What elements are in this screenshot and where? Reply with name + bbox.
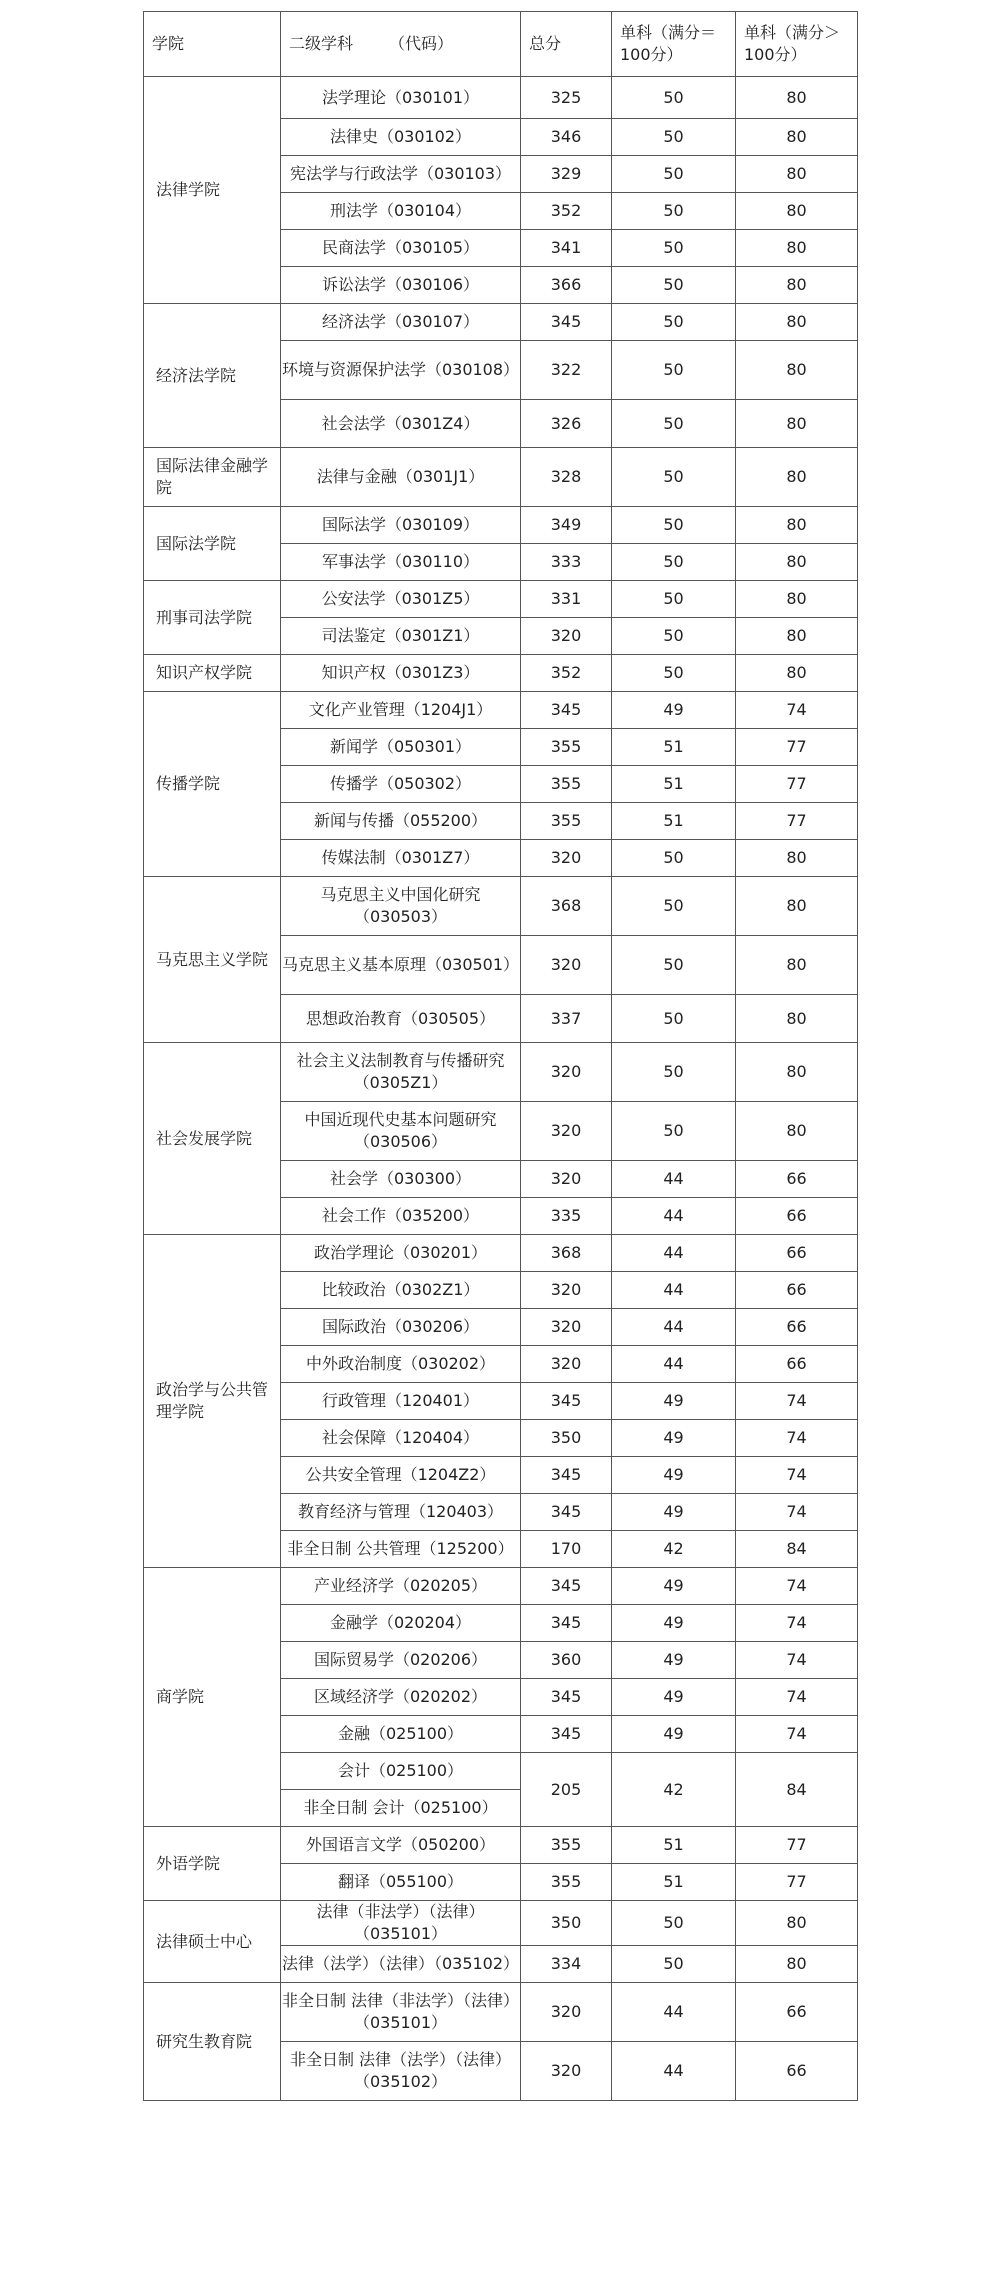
single-score-eq100: 50 <box>612 936 736 995</box>
single-score-gt100: 80 <box>736 840 858 877</box>
subject-name: 教育经济与管理（120403） <box>281 1494 521 1531</box>
single-score-gt100: 80 <box>736 1102 858 1161</box>
subject-name: 国际政治（030206） <box>281 1309 521 1346</box>
single-score-gt100: 80 <box>736 1946 858 1983</box>
college-name: 社会发展学院 <box>144 1043 281 1235</box>
subject-name: 行政管理（120401） <box>281 1383 521 1420</box>
single-score-gt100: 80 <box>736 1901 858 1946</box>
subject-name: 国际贸易学（020206） <box>281 1642 521 1679</box>
single-score-eq100: 50 <box>612 400 736 448</box>
single-score-gt100: 77 <box>736 1864 858 1901</box>
header-row <box>144 12 858 77</box>
single-score-gt100: 74 <box>736 692 858 729</box>
total-score: 320 <box>521 840 612 877</box>
single-score-gt100: 80 <box>736 936 858 995</box>
single-score-gt100: 74 <box>736 1383 858 1420</box>
total-score: 335 <box>521 1198 612 1235</box>
total-score: 368 <box>521 1235 612 1272</box>
single-score-gt100: 80 <box>736 581 858 618</box>
single-score-gt100: 84 <box>736 1531 858 1568</box>
subject-name: 法律史（030102） <box>281 119 521 156</box>
subject-name: 非全日制 会计（025100） <box>281 1790 521 1827</box>
subject-name: 社会主义法制教育与传播研究（0305Z1） <box>281 1043 521 1102</box>
subject-name: 公共安全管理（1204Z2） <box>281 1457 521 1494</box>
single-score-gt100: 80 <box>736 119 858 156</box>
single-score-eq100: 49 <box>612 692 736 729</box>
subject-name: 新闻学（050301） <box>281 729 521 766</box>
total-score: 320 <box>521 1043 612 1102</box>
single-score-eq100: 49 <box>612 1679 736 1716</box>
subject-name: 军事法学（030110） <box>281 544 521 581</box>
single-score-gt100: 80 <box>736 304 858 341</box>
single-score-eq100: 50 <box>612 1946 736 1983</box>
college-name: 马克思主义学院 <box>144 877 281 1043</box>
total-score: 320 <box>521 1102 612 1161</box>
header-total: 总分 <box>521 12 612 77</box>
single-score-gt100: 80 <box>736 507 858 544</box>
subject-name: 文化产业管理（1204J1） <box>281 692 521 729</box>
total-score: 320 <box>521 618 612 655</box>
header-code: （代码） <box>389 34 454 53</box>
subject-name: 中国近现代史基本问题研究（030506） <box>281 1102 521 1161</box>
subject-name: 公安法学（0301Z5） <box>281 581 521 618</box>
single-score-eq100: 44 <box>612 1235 736 1272</box>
total-score: 326 <box>521 400 612 448</box>
total-score: 355 <box>521 803 612 840</box>
subject-name: 新闻与传播（055200） <box>281 803 521 840</box>
single-score-gt100: 66 <box>736 1346 858 1383</box>
single-score-eq100: 44 <box>612 1309 736 1346</box>
single-score-eq100: 50 <box>612 618 736 655</box>
single-score-gt100: 80 <box>736 193 858 230</box>
table-row <box>144 448 858 507</box>
single-score-eq100: 50 <box>612 230 736 267</box>
total-score: 345 <box>521 1383 612 1420</box>
single-score-eq100: 50 <box>612 304 736 341</box>
single-score-gt100: 66 <box>736 1272 858 1309</box>
subject-name: 社会法学（0301Z4） <box>281 400 521 448</box>
table-row <box>144 581 858 618</box>
single-score-gt100: 74 <box>736 1679 858 1716</box>
subject-name: 诉讼法学（030106） <box>281 267 521 304</box>
total-score: 345 <box>521 1679 612 1716</box>
total-score: 345 <box>521 1605 612 1642</box>
subject-name: 非全日制 法律（非法学）（法律）（035101） <box>281 1983 521 2042</box>
total-score: 366 <box>521 267 612 304</box>
total-score: 360 <box>521 1642 612 1679</box>
subject-name: 金融学（020204） <box>281 1605 521 1642</box>
single-score-eq100: 50 <box>612 1043 736 1102</box>
single-score-gt100: 74 <box>736 1457 858 1494</box>
college-name: 经济法学院 <box>144 304 281 448</box>
subject-name: 知识产权（0301Z3） <box>281 655 521 692</box>
total-score: 320 <box>521 1309 612 1346</box>
table-body <box>144 77 858 2101</box>
single-score-eq100: 50 <box>612 156 736 193</box>
single-score-eq100: 51 <box>612 803 736 840</box>
single-score-eq100: 49 <box>612 1383 736 1420</box>
single-score-eq100: 50 <box>612 840 736 877</box>
single-score-gt100: 80 <box>736 448 858 507</box>
single-score-gt100: 80 <box>736 1043 858 1102</box>
single-score-gt100: 77 <box>736 729 858 766</box>
single-score-gt100: 80 <box>736 877 858 936</box>
single-score-eq100: 50 <box>612 267 736 304</box>
single-score-eq100: 42 <box>612 1753 736 1827</box>
subject-name: 传播学（050302） <box>281 766 521 803</box>
header-single-eq: 单科（满分＝100分） <box>612 12 736 77</box>
subject-name: 法学理论（030101） <box>281 77 521 119</box>
single-score-gt100: 80 <box>736 618 858 655</box>
single-score-eq100: 44 <box>612 1198 736 1235</box>
subject-name: 思想政治教育（030505） <box>281 995 521 1043</box>
single-score-eq100: 50 <box>612 507 736 544</box>
subject-name: 区域经济学（020202） <box>281 1679 521 1716</box>
subject-name: 法律与金融（0301J1） <box>281 448 521 507</box>
table-row <box>144 507 858 544</box>
subject-name: 政治学理论（030201） <box>281 1235 521 1272</box>
table-row <box>144 1983 858 2042</box>
single-score-eq100: 49 <box>612 1605 736 1642</box>
total-score: 349 <box>521 507 612 544</box>
total-score: 345 <box>521 1716 612 1753</box>
subject-name: 社会保障（120404） <box>281 1420 521 1457</box>
subject-name: 经济法学（030107） <box>281 304 521 341</box>
table-row <box>144 1901 858 1946</box>
total-score: 345 <box>521 1494 612 1531</box>
subject-name: 法律（法学）（法律）（035102） <box>281 1946 521 1983</box>
single-score-eq100: 49 <box>612 1568 736 1605</box>
subject-name: 国际法学（030109） <box>281 507 521 544</box>
subject-name: 宪法学与行政法学（030103） <box>281 156 521 193</box>
total-score: 329 <box>521 156 612 193</box>
total-score: 352 <box>521 193 612 230</box>
single-score-gt100: 66 <box>736 1983 858 2042</box>
single-score-eq100: 49 <box>612 1716 736 1753</box>
table-row <box>144 655 858 692</box>
total-score: 345 <box>521 1457 612 1494</box>
subject-name: 产业经济学（020205） <box>281 1568 521 1605</box>
total-score: 341 <box>521 230 612 267</box>
single-score-gt100: 77 <box>736 803 858 840</box>
single-score-gt100: 74 <box>736 1716 858 1753</box>
single-score-eq100: 50 <box>612 341 736 400</box>
single-score-eq100: 51 <box>612 766 736 803</box>
single-score-eq100: 50 <box>612 581 736 618</box>
subject-name: 刑法学（030104） <box>281 193 521 230</box>
single-score-eq100: 50 <box>612 193 736 230</box>
single-score-eq100: 49 <box>612 1420 736 1457</box>
single-score-gt100: 80 <box>736 544 858 581</box>
single-score-eq100: 44 <box>612 1272 736 1309</box>
total-score: 355 <box>521 1864 612 1901</box>
total-score: 350 <box>521 1420 612 1457</box>
total-score: 320 <box>521 1161 612 1198</box>
subject-name: 金融（025100） <box>281 1716 521 1753</box>
subject-name: 司法鉴定（0301Z1） <box>281 618 521 655</box>
total-score: 352 <box>521 655 612 692</box>
college-name: 研究生教育院 <box>144 1983 281 2101</box>
single-score-gt100: 66 <box>736 1161 858 1198</box>
single-score-gt100: 66 <box>736 1235 858 1272</box>
single-score-eq100: 50 <box>612 1102 736 1161</box>
table-row <box>144 1235 858 1272</box>
single-score-eq100: 50 <box>612 995 736 1043</box>
table-row <box>144 77 858 119</box>
single-score-eq100: 42 <box>612 1531 736 1568</box>
college-name: 知识产权学院 <box>144 655 281 692</box>
subject-name: 社会工作（035200） <box>281 1198 521 1235</box>
total-score: 205 <box>521 1753 612 1827</box>
subject-name: 中外政治制度（030202） <box>281 1346 521 1383</box>
table-row <box>144 304 858 341</box>
single-score-gt100: 80 <box>736 267 858 304</box>
header-subject: 二级学科 （代码） <box>281 12 521 77</box>
subject-name: 社会学（030300） <box>281 1161 521 1198</box>
header-single-gt: 单科（满分＞100分） <box>736 12 858 77</box>
subject-name: 环境与资源保护法学（030108） <box>281 341 521 400</box>
single-score-gt100: 77 <box>736 766 858 803</box>
single-score-gt100: 74 <box>736 1420 858 1457</box>
subject-name: 民商法学（030105） <box>281 230 521 267</box>
total-score: 345 <box>521 304 612 341</box>
college-name: 法律学院 <box>144 77 281 304</box>
single-score-gt100: 77 <box>736 1827 858 1864</box>
total-score: 355 <box>521 766 612 803</box>
single-score-eq100: 49 <box>612 1457 736 1494</box>
total-score: 333 <box>521 544 612 581</box>
single-score-gt100: 80 <box>736 655 858 692</box>
single-score-eq100: 50 <box>612 877 736 936</box>
single-score-gt100: 80 <box>736 341 858 400</box>
table-row <box>144 1568 858 1605</box>
single-score-gt100: 80 <box>736 230 858 267</box>
header-college: 学院 <box>144 12 281 77</box>
total-score: 334 <box>521 1946 612 1983</box>
single-score-gt100: 84 <box>736 1753 858 1827</box>
total-score: 350 <box>521 1901 612 1946</box>
college-name: 法律硕士中心 <box>144 1901 281 1983</box>
total-score: 331 <box>521 581 612 618</box>
single-score-eq100: 44 <box>612 1983 736 2042</box>
single-score-eq100: 49 <box>612 1494 736 1531</box>
subject-name: 马克思主义中国化研究（030503） <box>281 877 521 936</box>
single-score-gt100: 66 <box>736 2042 858 2101</box>
total-score: 368 <box>521 877 612 936</box>
single-score-eq100: 50 <box>612 77 736 119</box>
table-row <box>144 1043 858 1102</box>
total-score: 320 <box>521 1346 612 1383</box>
college-name: 政治学与公共管理学院 <box>144 1235 281 1568</box>
total-score: 322 <box>521 341 612 400</box>
single-score-gt100: 74 <box>736 1494 858 1531</box>
single-score-eq100: 44 <box>612 1346 736 1383</box>
subject-name: 马克思主义基本原理（030501） <box>281 936 521 995</box>
college-name: 外语学院 <box>144 1827 281 1901</box>
college-name: 国际法学院 <box>144 507 281 581</box>
single-score-gt100: 74 <box>736 1605 858 1642</box>
single-score-eq100: 50 <box>612 1901 736 1946</box>
college-name: 国际法律金融学院 <box>144 448 281 507</box>
subject-name: 法律（非法学）（法律）（035101） <box>281 1901 521 1946</box>
score-table <box>143 11 858 2101</box>
single-score-gt100: 74 <box>736 1642 858 1679</box>
total-score: 355 <box>521 1827 612 1864</box>
total-score: 355 <box>521 729 612 766</box>
single-score-eq100: 50 <box>612 448 736 507</box>
single-score-gt100: 80 <box>736 156 858 193</box>
subject-name: 非全日制 法律（法学）（法律）（035102） <box>281 2042 521 2101</box>
college-name: 商学院 <box>144 1568 281 1827</box>
total-score: 346 <box>521 119 612 156</box>
single-score-eq100: 44 <box>612 1161 736 1198</box>
subject-name: 比较政治（0302Z1） <box>281 1272 521 1309</box>
total-score: 345 <box>521 1568 612 1605</box>
subject-name: 外国语言文学（050200） <box>281 1827 521 1864</box>
single-score-eq100: 51 <box>612 1827 736 1864</box>
single-score-eq100: 50 <box>612 119 736 156</box>
single-score-gt100: 80 <box>736 995 858 1043</box>
college-name: 刑事司法学院 <box>144 581 281 655</box>
single-score-gt100: 66 <box>736 1198 858 1235</box>
total-score: 328 <box>521 448 612 507</box>
single-score-eq100: 51 <box>612 1864 736 1901</box>
total-score: 320 <box>521 1983 612 2042</box>
subject-name: 翻译（055100） <box>281 1864 521 1901</box>
subject-name: 传媒法制（0301Z7） <box>281 840 521 877</box>
college-name: 传播学院 <box>144 692 281 877</box>
single-score-gt100: 80 <box>736 77 858 119</box>
total-score: 325 <box>521 77 612 119</box>
total-score: 320 <box>521 1272 612 1309</box>
total-score: 170 <box>521 1531 612 1568</box>
single-score-gt100: 74 <box>736 1568 858 1605</box>
single-score-eq100: 49 <box>612 1642 736 1679</box>
single-score-eq100: 44 <box>612 2042 736 2101</box>
table-row <box>144 692 858 729</box>
single-score-gt100: 80 <box>736 400 858 448</box>
subject-name: 非全日制 公共管理（125200） <box>281 1531 521 1568</box>
single-score-eq100: 50 <box>612 544 736 581</box>
total-score: 337 <box>521 995 612 1043</box>
single-score-eq100: 50 <box>612 655 736 692</box>
subject-name: 会计（025100） <box>281 1753 521 1790</box>
single-score-gt100: 66 <box>736 1309 858 1346</box>
table-row <box>144 877 858 936</box>
single-score-eq100: 51 <box>612 729 736 766</box>
total-score: 320 <box>521 2042 612 2101</box>
total-score: 345 <box>521 692 612 729</box>
table-row <box>144 1827 858 1864</box>
total-score: 320 <box>521 936 612 995</box>
